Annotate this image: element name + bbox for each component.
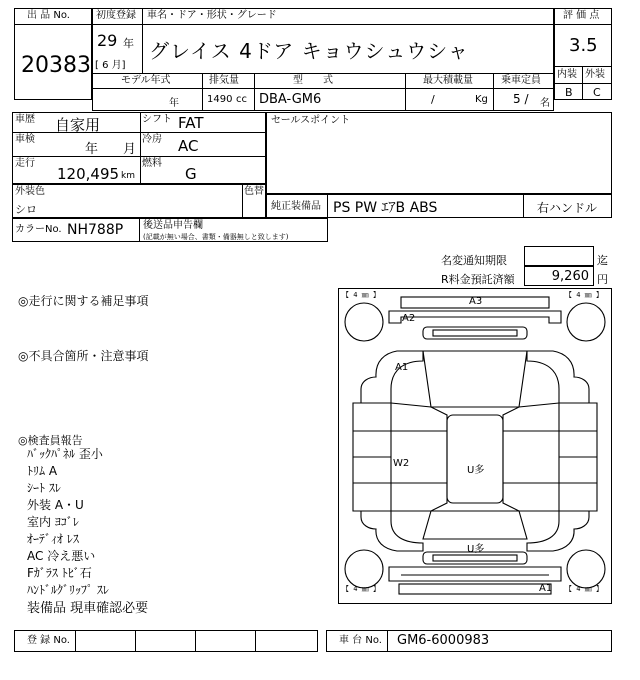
- fuel-label: 燃料: [142, 158, 162, 169]
- tire-depth-rear-left: 【 4 ㎜ 】: [342, 585, 380, 593]
- inspector-line: AC 冷え悪い: [27, 549, 96, 563]
- registration-year-unit: 年: [123, 37, 134, 50]
- name-change-unit: 迄: [597, 254, 608, 267]
- aircon-label: 冷房: [142, 134, 162, 145]
- chassis-number-box: [326, 630, 612, 652]
- repaint-label: 色替: [244, 186, 264, 197]
- inspection-month-unit: 月: [123, 142, 137, 157]
- recycle-label: R料金預託済額: [441, 273, 515, 286]
- inspection-year-unit: 年: [85, 142, 99, 157]
- vehicle-title-box: [92, 8, 554, 74]
- recycle-box: [524, 266, 594, 286]
- tire-depth-front-left: 【 4 ㎜ 】: [342, 291, 380, 299]
- mileage-label: 走行: [15, 158, 35, 169]
- max-load-unit: Kg: [475, 94, 488, 105]
- chassis-number: GM6-6000983: [397, 633, 490, 648]
- inspection-label: 車検: [15, 134, 35, 145]
- damage-mark-a2: A2: [402, 313, 416, 324]
- registration-number-label: 登 録 No.: [27, 635, 70, 646]
- capacity-value: 5 /: [513, 92, 529, 106]
- name-change-label: 名変通知期限: [441, 254, 507, 267]
- car-name-label: 車名・ドア・形状・グレード: [147, 10, 277, 21]
- name-change-box: [524, 246, 594, 266]
- displacement-value: 1490: [207, 94, 233, 105]
- inspector-line: 装備品 現車確認必要: [27, 601, 149, 616]
- history-grid: [12, 112, 266, 184]
- equipment-value: PS PW ｴｱB ABS: [333, 200, 438, 216]
- exterior-color: シロ: [15, 203, 37, 216]
- damage-mark-trunk: U多: [467, 544, 485, 555]
- damage-mark-w2: W2: [393, 458, 410, 469]
- model-code: DBA-GM6: [259, 92, 322, 107]
- history-label: 車歴: [15, 114, 35, 125]
- inspector-line: ﾊﾝﾄﾞﾙｸﾞﾘｯﾌﾟ ｽﾚ: [27, 583, 109, 597]
- exterior-color-box: [12, 184, 266, 218]
- color-number: NH788P: [67, 222, 124, 238]
- color-number-label: カラーNo.: [15, 224, 62, 235]
- color-number-box: [12, 218, 328, 242]
- fuel-value: G: [185, 165, 197, 183]
- history-value: 自家用: [55, 116, 101, 134]
- exterior-grade-label: 外装: [585, 69, 605, 80]
- tire-depth-front-right: 【 4 ㎜ 】: [565, 291, 603, 299]
- lot-number-label: 出 品 No.: [27, 10, 70, 21]
- first-registration-label: 初度登録: [96, 10, 136, 21]
- equipment-box: [266, 194, 612, 218]
- model-code-label: 型 式: [293, 75, 333, 86]
- inspector-line: ﾊﾞｯｸﾊﾟﾈﾙ 歪小: [27, 447, 103, 461]
- aircon-value: AC: [178, 137, 199, 155]
- damage-mark-a1-fender: A1: [395, 362, 409, 373]
- handle-position: 右ハンドル: [537, 201, 598, 215]
- damage-mark-a3: A3: [469, 296, 483, 307]
- registration-number-box: [14, 630, 318, 652]
- tire-depth-rear-right: 【 4 ㎜ 】: [565, 585, 603, 593]
- recycle-amount: 9,260: [551, 269, 589, 284]
- specs-row: [92, 73, 554, 111]
- inspector-line: ｵｰﾃﾞｨｵ ﾚｽ: [27, 532, 79, 546]
- exterior-color-label: 外装色: [15, 186, 45, 197]
- inspector-line: ｼｰﾄ ｽﾚ: [27, 481, 61, 495]
- shift-value: FAT: [178, 114, 204, 132]
- chassis-number-label: 車 台 No.: [339, 635, 382, 646]
- car-outline-diagram: [339, 289, 611, 603]
- model-year-unit: 年: [169, 98, 179, 109]
- score-box: [554, 8, 612, 100]
- inspector-line: 外装 A・U: [27, 498, 84, 512]
- inspector-report-lines: [27, 446, 148, 617]
- aftermarket-label: 後送品申告欄: [143, 220, 203, 231]
- mileage-unit: km: [121, 171, 135, 181]
- driving-notes-title: ◎走行に関する補足事項: [18, 294, 149, 308]
- model-year-label: モデル年式: [121, 75, 171, 86]
- lot-number: 20383: [21, 53, 91, 78]
- inspector-line: Fｶﾞﾗｽ ﾄﾋﾞ石: [27, 566, 92, 580]
- sales-point-label: セールスポイント: [271, 115, 351, 126]
- max-load-value: /: [431, 93, 435, 106]
- shift-label: シフト: [142, 114, 172, 125]
- score-value: 3.5: [569, 35, 598, 56]
- registration-month: [ 6 月]: [95, 60, 126, 71]
- car-name: グレイス 4ドア キョウシュウシャ: [149, 39, 469, 63]
- capacity-unit: 名: [540, 98, 550, 109]
- lot-number-box: [14, 8, 92, 100]
- registration-year: 29: [97, 31, 118, 50]
- car-diagram-frame: [338, 288, 612, 604]
- damage-mark-roof: U多: [467, 465, 485, 476]
- recycle-unit: 円: [597, 273, 608, 286]
- inspector-line: ﾄﾘﾑ A: [27, 464, 58, 478]
- aftermarket-note: (記載が無い場合、書類・備器無しと致します): [143, 233, 289, 241]
- sales-point-box: [266, 112, 612, 194]
- exterior-grade: C: [593, 86, 601, 99]
- mileage-value: 120,495: [57, 165, 120, 183]
- interior-grade: B: [565, 86, 573, 99]
- inspector-report-title: ◎検査員報告: [18, 434, 83, 447]
- equipment-label: 純正装備品: [271, 201, 321, 212]
- max-load-label: 最大積載量: [423, 75, 473, 86]
- capacity-label: 乗車定員: [501, 75, 541, 86]
- interior-grade-label: 内装: [557, 69, 577, 80]
- inspector-line: 室内 ﾖｺﾞﾚ: [27, 515, 79, 529]
- damage-mark-a1-bumper: A1: [539, 583, 553, 594]
- defects-notes-title: ◎不具合箇所・注意事項: [18, 349, 149, 363]
- score-label: 評 価 点: [563, 10, 600, 21]
- displacement-unit: cc: [236, 94, 247, 105]
- displacement-label: 排気量: [209, 75, 239, 86]
